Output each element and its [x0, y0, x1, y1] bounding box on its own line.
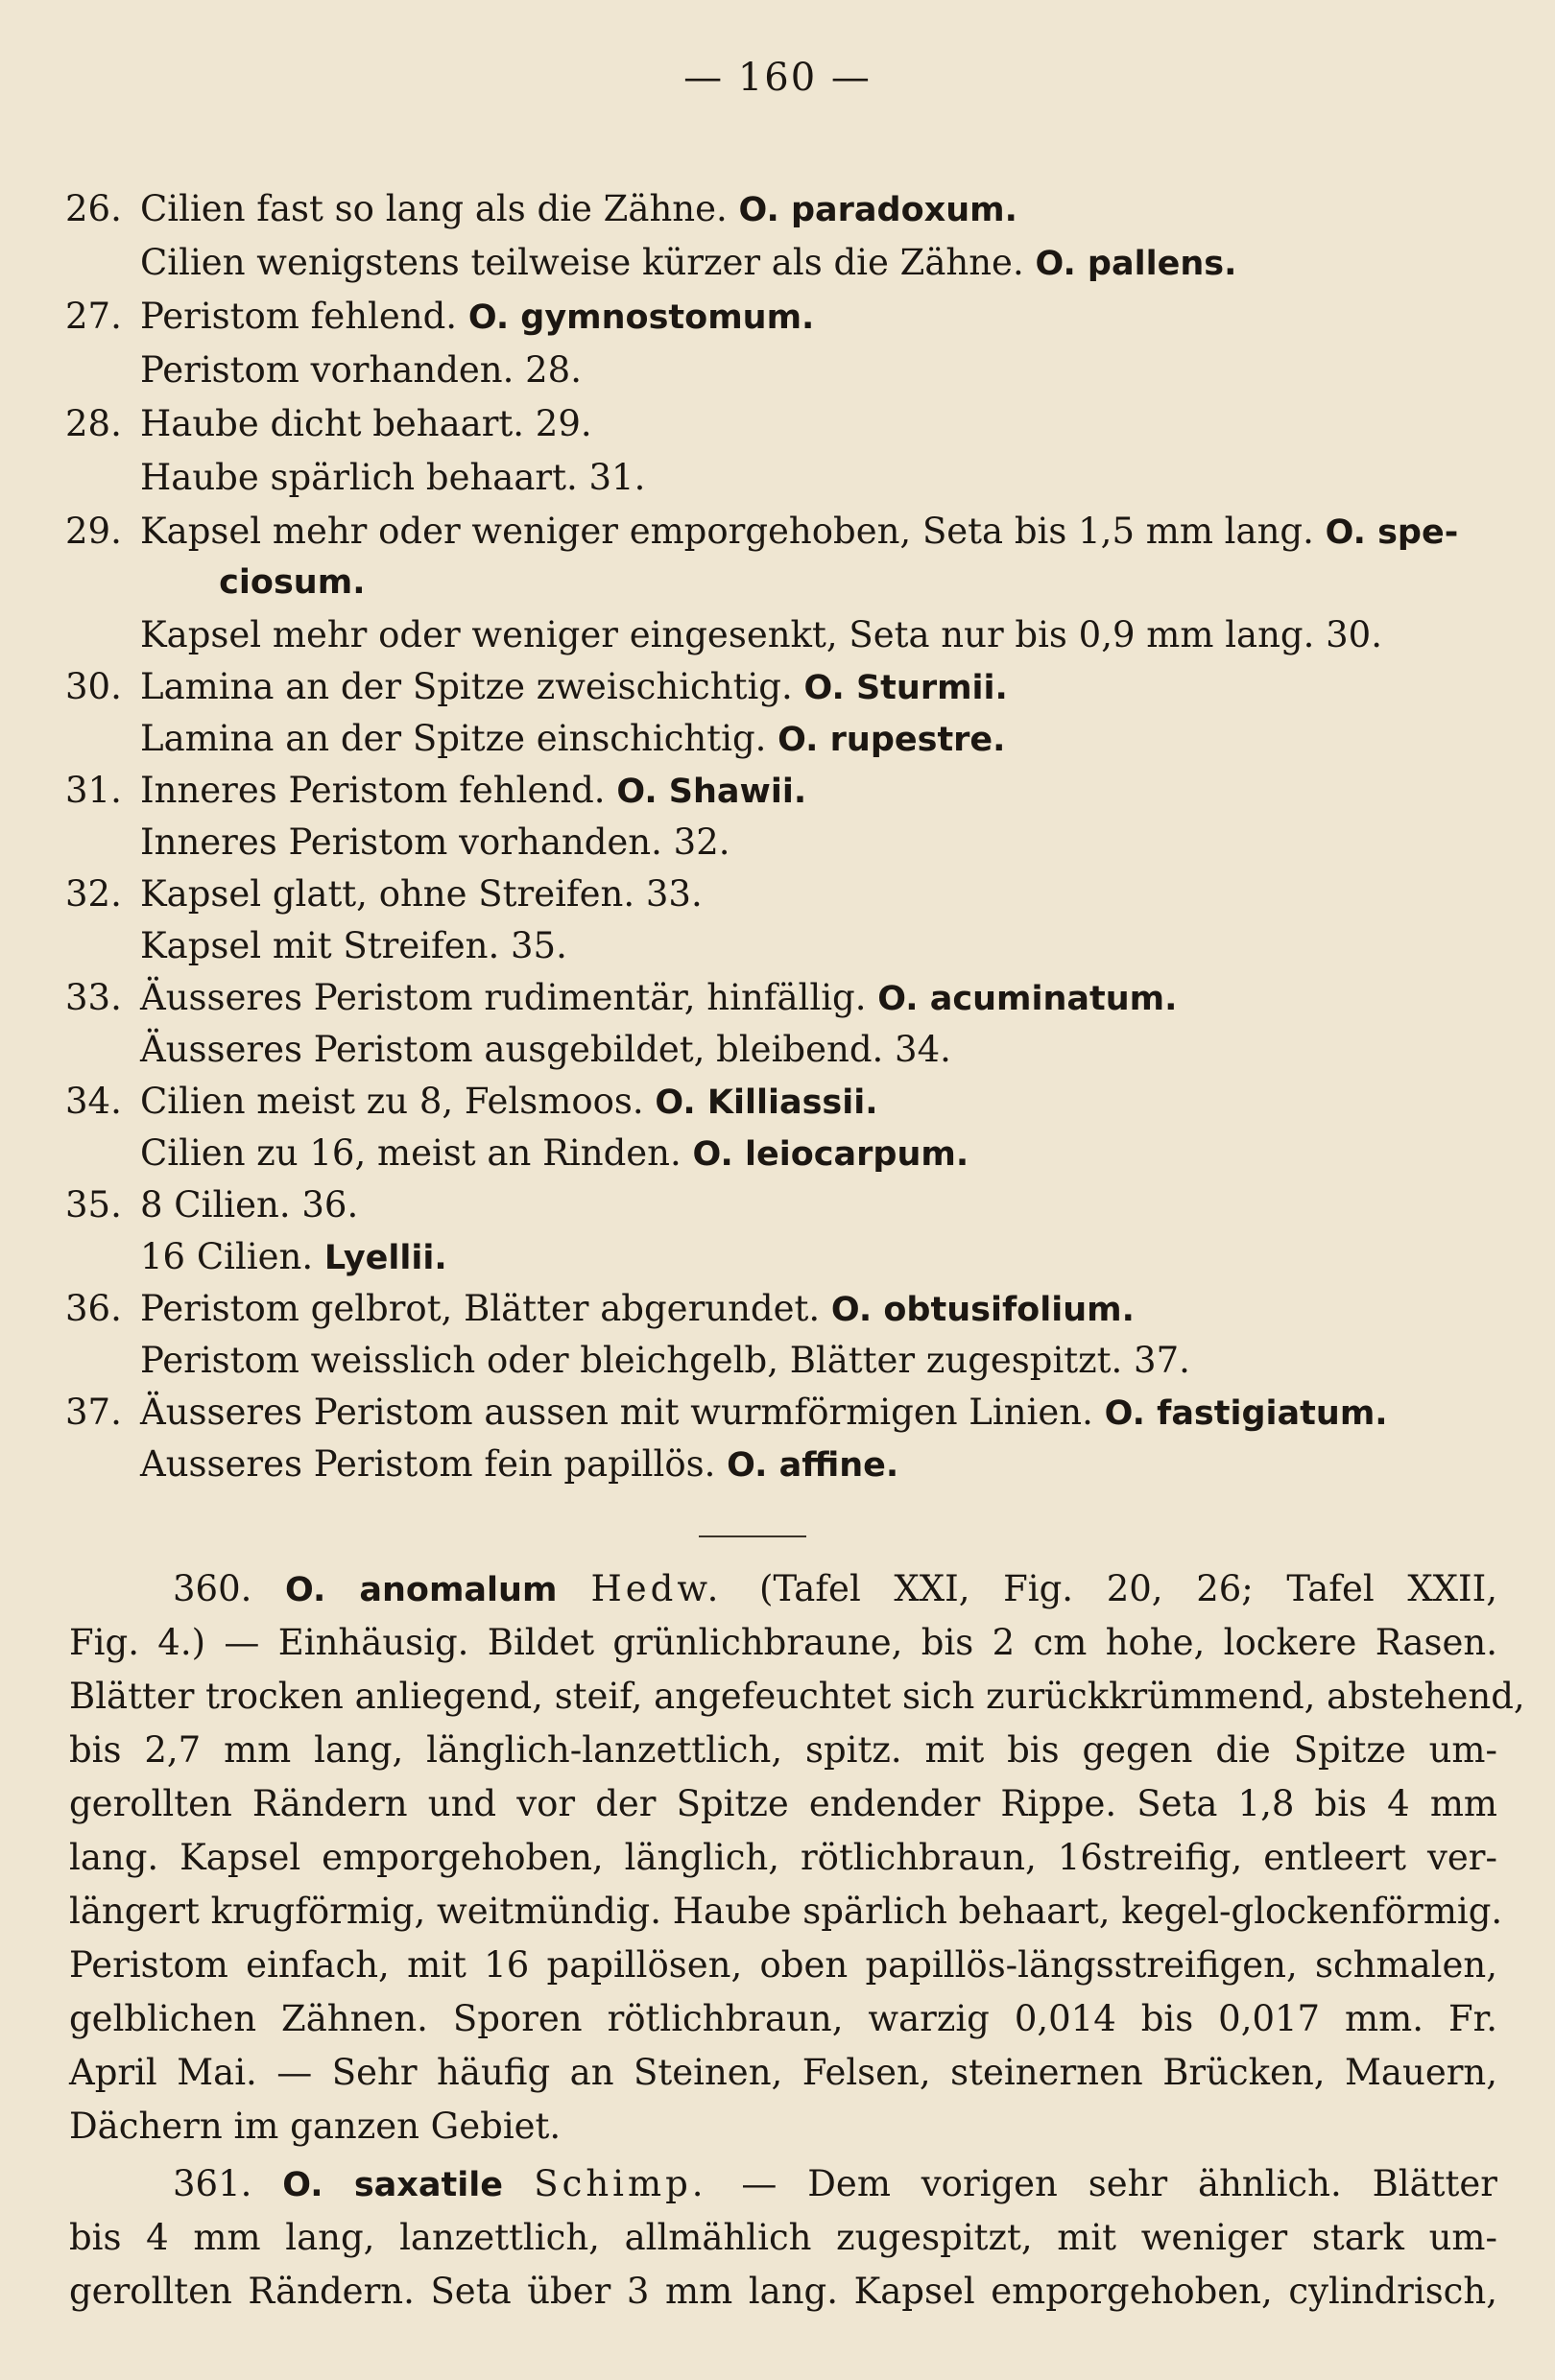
- key-line: [65, 296, 814, 339]
- key-line: [65, 1236, 447, 1279]
- entry-number: 360.: [173, 1568, 286, 1609]
- species-name: O. Killiassii.: [655, 1083, 878, 1122]
- entry-reference: (Tafel XXI, Fig. 20, 26; Tafel XXII,: [759, 1568, 1497, 1609]
- key-number: 28.: [65, 403, 122, 444]
- species-name: O. spe-: [1325, 513, 1459, 552]
- key-text: 16 Cilien.: [140, 1236, 324, 1277]
- species-name: O. fastigiatum.: [1104, 1394, 1388, 1433]
- key-number: 30.: [65, 666, 122, 707]
- key-text: Äusseres Peristom ausgebildet, bleibend. 34.: [140, 1029, 951, 1070]
- key-number: 32.: [65, 873, 122, 915]
- entry-text-line: gelblichen Zähnen. Sporen rötlichbraun, warzig 0,014 bis 0,017 mm. Fr.: [69, 1998, 1497, 2039]
- key-text: Lamina an der Spitze zweischichtig.: [140, 666, 804, 707]
- key-number: 34.: [65, 1081, 122, 1122]
- species-name: O. Sturmii.: [803, 669, 1008, 707]
- key-text: Cilien meist zu 8, Felsmoos.: [140, 1081, 656, 1122]
- entry-text-line: April Mai. — Sehr häufig an Steinen, Felsen, steinernen Brücken, Mauern,: [69, 2052, 1497, 2093]
- key-text: Cilien zu 16, meist an Rinden.: [140, 1132, 693, 1174]
- species-name: O. paradoxum.: [738, 191, 1017, 229]
- key-number: 31.: [65, 770, 122, 811]
- key-text: Kapsel mehr oder weniger eingesenkt, Seta nur bis 0,9 mm lang. 30.: [140, 614, 1382, 655]
- entry-reference: — Dem vorigen sehr ähnlich. Blätter: [741, 2163, 1497, 2204]
- species-name: O. pallens.: [1035, 245, 1237, 283]
- entry-number: 361.: [173, 2163, 283, 2204]
- key-line: [65, 821, 730, 864]
- key-number: 36.: [65, 1288, 122, 1329]
- key-text: Äusseres Peristom aussen mit wurmförmigen Linien.: [140, 1392, 1105, 1433]
- key-line: [65, 718, 1005, 761]
- key-line: [65, 1288, 1135, 1331]
- key-line: [65, 188, 1017, 231]
- key-text: Inneres Peristom fehlend.: [140, 770, 617, 811]
- key-line: [65, 614, 1382, 656]
- key-line: [65, 873, 703, 916]
- entry-text-line: Dächern im ganzen Gebiet.: [69, 2106, 562, 2147]
- key-text: Cilien fast so lang als die Zähne.: [140, 188, 739, 229]
- entry-text-line: Blätter trocken anliegend, steif, angefeuchtet sich zurückkrümmend, abstehend,: [69, 1676, 1525, 1717]
- key-line: [65, 457, 645, 499]
- entry-text-line: bis 4 mm lang, lanzettlich, allmählich zugespitzt, mit weniger stark um-: [69, 2217, 1497, 2258]
- key-number: 37.: [65, 1392, 122, 1433]
- key-line: [65, 560, 366, 604]
- key-number: 26.: [65, 188, 122, 229]
- key-text: Haube spärlich behaart. 31.: [140, 457, 646, 498]
- key-number: 33.: [65, 977, 122, 1018]
- key-line: [65, 242, 1236, 285]
- entry-heading-line: [69, 1568, 1497, 1611]
- page-number: — 160 —: [683, 56, 872, 100]
- key-text: Haube dicht behaart. 29.: [140, 403, 592, 444]
- key-line: [65, 1340, 1190, 1382]
- section-divider: [699, 1535, 806, 1537]
- entry-text-line: Peristom einfach, mit 16 papillösen, oben papillös-längsstreifigen, schmalen,: [69, 1944, 1497, 1986]
- species-name: O. gymnostomum.: [467, 298, 815, 337]
- key-number: 35.: [65, 1184, 122, 1226]
- key-number: 29.: [65, 511, 122, 552]
- species-name: O. rupestre.: [778, 721, 1006, 759]
- key-line: [65, 925, 567, 967]
- key-text: Peristom fehlend.: [140, 296, 468, 337]
- key-text: Peristom vorhanden. 28.: [140, 349, 582, 391]
- species-name: O. acuminatum.: [877, 980, 1178, 1018]
- species-name: O. obtusifolium.: [830, 1291, 1135, 1329]
- key-line: [65, 1443, 898, 1487]
- key-text: Ausseres Peristom fein papillös.: [140, 1443, 728, 1485]
- entry-text-line: gerollten Rändern. Seta über 3 mm lang. Kapsel emporgehoben, cylindrisch,: [69, 2271, 1497, 2312]
- key-line: [65, 1029, 951, 1071]
- key-text: Lamina an der Spitze einschichtig.: [140, 718, 778, 759]
- key-text: Inneres Peristom vorhanden. 32.: [140, 821, 730, 863]
- key-line: [65, 1184, 358, 1226]
- entry-text-line: lang. Kapsel emporgehoben, länglich, rötlichbraun, 16streifig, entleert ver-: [69, 1837, 1497, 1878]
- entry-text-line: bis 2,7 mm lang, länglich-lanzettlich, spitz. mit bis gegen die Spitze um-: [69, 1729, 1497, 1771]
- entry-text-line: längert krugförmig, weitmündig. Haube spärlich behaart, kegel-glockenförmig.: [69, 1891, 1503, 1932]
- key-line: [65, 977, 1177, 1020]
- key-line: [65, 1392, 1388, 1435]
- entry-text-line: gerollten Rändern und vor der Spitze endender Rippe. Seta 1,8 bis 4 mm: [69, 1783, 1497, 1824]
- species-author: Schimp.: [534, 2163, 742, 2204]
- entry-text-line: Fig. 4.) — Einhäusig. Bildet grünlichbraune, bis 2 cm hohe, lockere Rasen.: [69, 1622, 1497, 1663]
- key-text: 8 Cilien. 36.: [140, 1184, 359, 1226]
- species-name: O. Shawii.: [616, 773, 807, 811]
- entry-heading-line: [69, 2163, 1497, 2206]
- species-author: Hedw.: [590, 1568, 760, 1609]
- key-text: Kapsel mehr oder weniger emporgehoben, Seta bis 1,5 mm lang.: [140, 511, 1326, 552]
- species-name: O. anomalum: [285, 1571, 591, 1609]
- key-text: Kapsel glatt, ohne Streifen. 33.: [140, 873, 703, 915]
- key-line: [65, 403, 592, 445]
- species-name: ciosum.: [207, 563, 366, 602]
- key-text: Äusseres Peristom rudimentär, hinfällig.: [140, 977, 878, 1018]
- species-name: O. affine.: [727, 1446, 899, 1485]
- key-text: Cilien wenigstens teilweise kürzer als die Zähne.: [140, 242, 1036, 283]
- key-number: 27.: [65, 296, 122, 337]
- key-text: Peristom weisslich oder bleichgelb, Blätter zugespitzt. 37.: [140, 1340, 1190, 1381]
- key-line: [65, 511, 1458, 554]
- key-line: [65, 666, 1008, 709]
- key-text: Peristom gelbrot, Blätter abgerundet.: [140, 1288, 831, 1329]
- key-text: Kapsel mit Streifen. 35.: [140, 925, 567, 966]
- key-line: [65, 1132, 969, 1176]
- key-line: [65, 1081, 878, 1124]
- species-name: O. leiocarpum.: [692, 1135, 969, 1174]
- species-name: O. saxatile: [282, 2166, 535, 2204]
- key-line: [65, 770, 806, 813]
- key-line: [65, 349, 582, 392]
- species-name: Lyellii.: [323, 1239, 447, 1277]
